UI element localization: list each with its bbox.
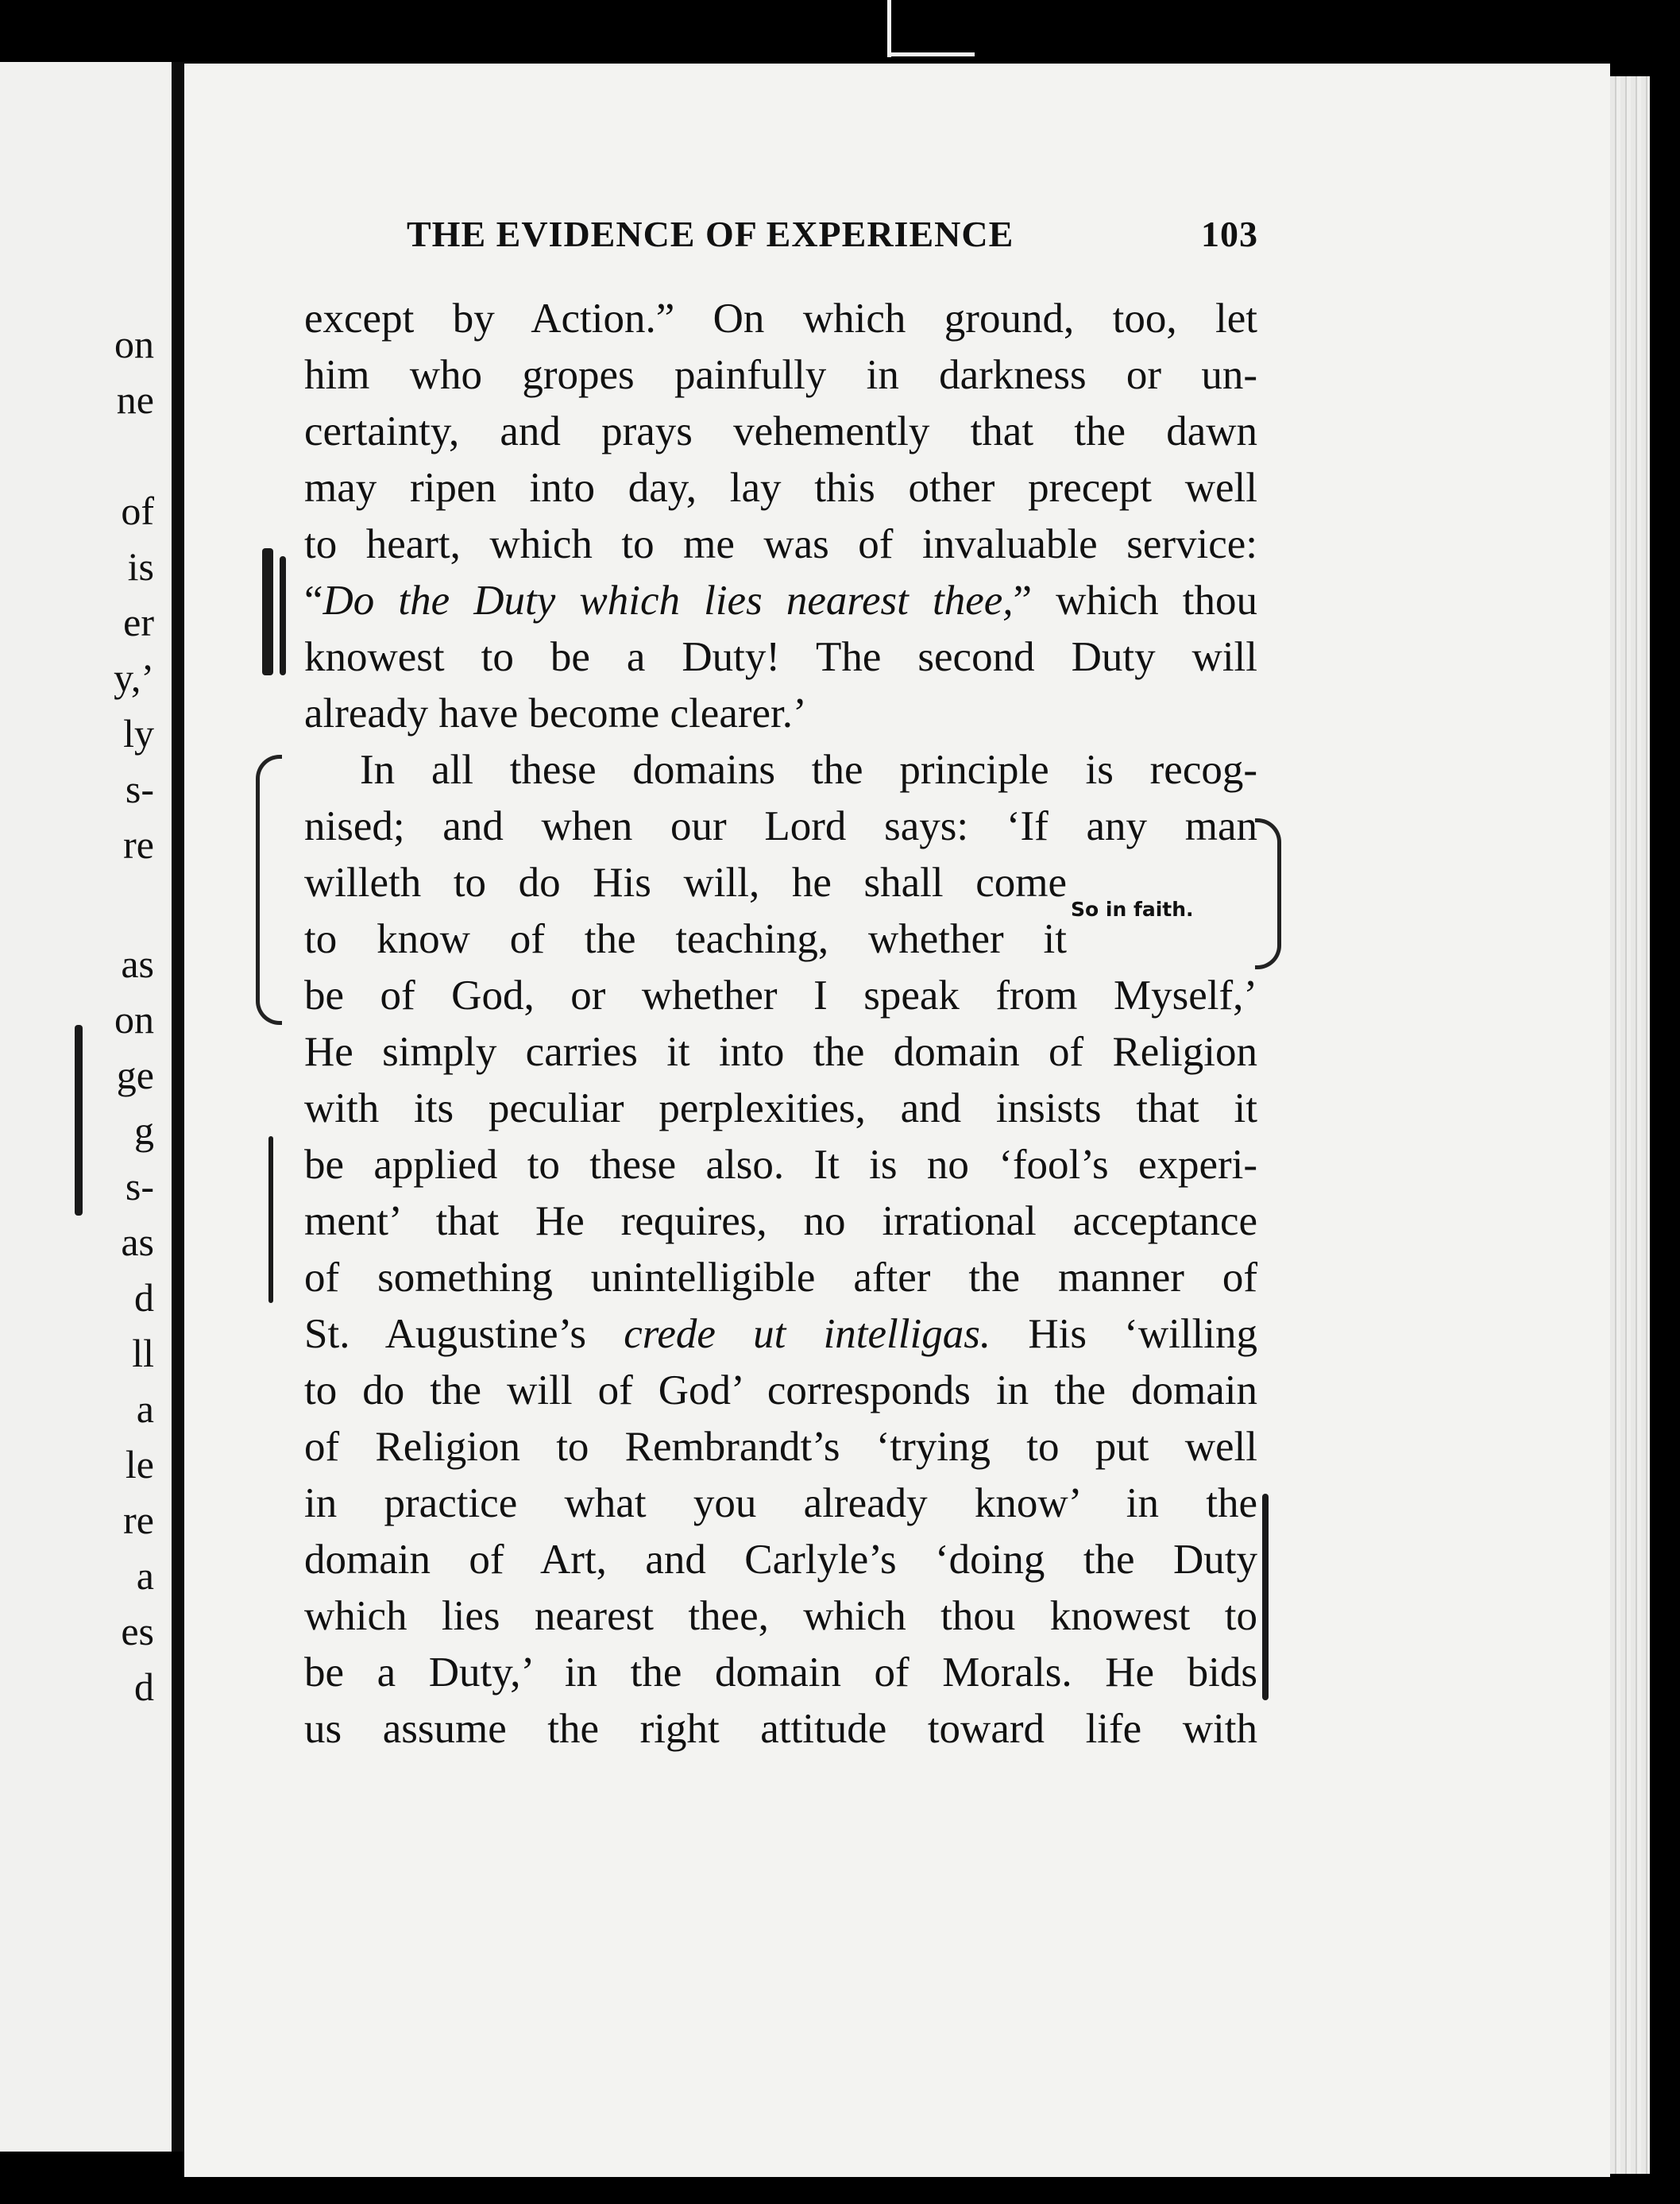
text-line: to heart, which to me was of invaluable service:	[304, 521, 1257, 567]
facing-page-fragment: d	[134, 1275, 154, 1320]
text-line: him who gropes painfully in darkness or un-	[304, 352, 1257, 398]
text-line: except by Action.” On which ground, too, let	[304, 296, 1257, 342]
text-line: certainty, and prays vehemently that the dawn	[304, 408, 1257, 454]
text-line: “Do the Duty which lies nearest thee,” which thou	[304, 578, 1258, 624]
facing-page-fragment: ge	[116, 1053, 154, 1097]
facing-page-fragment: a	[136, 1386, 154, 1431]
text-line: of Religion to Rembrandt’s ‘trying to put well	[304, 1424, 1257, 1470]
facing-page-fragment: as	[121, 1220, 154, 1264]
text-line: be of God, or whether I speak from Myself,’	[304, 972, 1257, 1019]
facing-page-fragment: on	[114, 997, 154, 1042]
text-line: be applied to these also. It is no ‘fool’s experi-	[304, 1142, 1257, 1188]
text-line: with its peculiar perplexities, and insists that it	[304, 1085, 1257, 1131]
facing-page-mark	[75, 1025, 83, 1216]
book-gutter	[172, 62, 184, 2152]
text-line: domain of Art, and Carlyle’s ‘doing the Duty	[304, 1537, 1257, 1583]
text-line: which lies nearest thee, which thou knowest to	[304, 1593, 1257, 1639]
page-edge	[1610, 76, 1650, 2174]
text-line: to do the will of God’ corresponds in the domain	[304, 1367, 1257, 1413]
facing-page-fragment: s-	[125, 1164, 154, 1208]
margin-bracket	[1255, 818, 1281, 969]
facing-page-fragment: ly	[123, 711, 154, 756]
facing-page	[0, 62, 172, 2152]
margin-bracket	[256, 755, 282, 1025]
facing-page-fragment: le	[125, 1442, 154, 1487]
italic-quote: Do the Duty which lies nearest thee,	[322, 578, 1014, 624]
running-title: THE EVIDENCE OF EXPERIENCE	[407, 214, 1014, 254]
facing-page-fragment: d	[134, 1665, 154, 1709]
margin-mark	[268, 1136, 273, 1303]
facing-page-fragment: as	[121, 942, 154, 986]
text-line: of something unintelligible after the manner of	[304, 1255, 1257, 1301]
margin-mark	[262, 548, 273, 675]
text-line: already have become clearer.’	[304, 690, 807, 737]
text-line: In all these domains the principle is recog-	[360, 747, 1257, 793]
facing-page-fragment: re	[123, 822, 154, 867]
facing-page-fragment: es	[121, 1609, 154, 1653]
page-number: 103	[1201, 214, 1258, 254]
text-line: ment’ that He requires, no irrational acceptance	[304, 1198, 1257, 1244]
facing-page-fragment: is	[127, 544, 154, 589]
margin-note: So in faith.	[1071, 898, 1194, 921]
facing-page-fragment: of	[121, 489, 154, 533]
facing-page-fragment: er	[123, 600, 154, 644]
facing-page-fragment: re	[123, 1498, 154, 1542]
text-line: willeth to do His will, he shall come	[304, 860, 1067, 906]
facing-page-fragment: s-	[125, 767, 154, 811]
margin-mark	[1262, 1494, 1269, 1700]
facing-page-fragment: on	[114, 322, 154, 366]
text-line: us assume the right attitude toward life with	[304, 1706, 1257, 1752]
text-line: in practice what you already know’ in the	[304, 1480, 1257, 1526]
facing-page-fragment: a	[136, 1553, 154, 1598]
facing-page-fragment: g	[134, 1108, 154, 1153]
text-line: St. Augustine’s crede ut intelligas. His ‘willing	[304, 1311, 1257, 1357]
facing-page-fragment: y,’	[114, 655, 154, 700]
running-header	[407, 213, 1258, 255]
italic-latin: crede ut intelligas.	[624, 1311, 991, 1357]
body-text	[304, 291, 1257, 1757]
text-line: He simply carries it into the domain of Religion	[304, 1029, 1257, 1075]
facing-page-fragment: ne	[116, 377, 154, 422]
facing-page-fragment: ll	[132, 1331, 154, 1375]
text-line: to know of the teaching, whether it	[304, 916, 1067, 962]
text-line: nised; and when our Lord says: ‘If any man	[304, 803, 1257, 849]
scan-mark-vertical	[887, 0, 891, 57]
scan-mark-horizontal	[887, 52, 975, 56]
text-line: may ripen into day, lay this other precept well	[304, 465, 1257, 511]
text-line: knowest to be a Duty! The second Duty will	[304, 634, 1257, 680]
margin-mark	[280, 556, 286, 675]
text-line: be a Duty,’ in the domain of Morals. He bids	[304, 1649, 1257, 1696]
